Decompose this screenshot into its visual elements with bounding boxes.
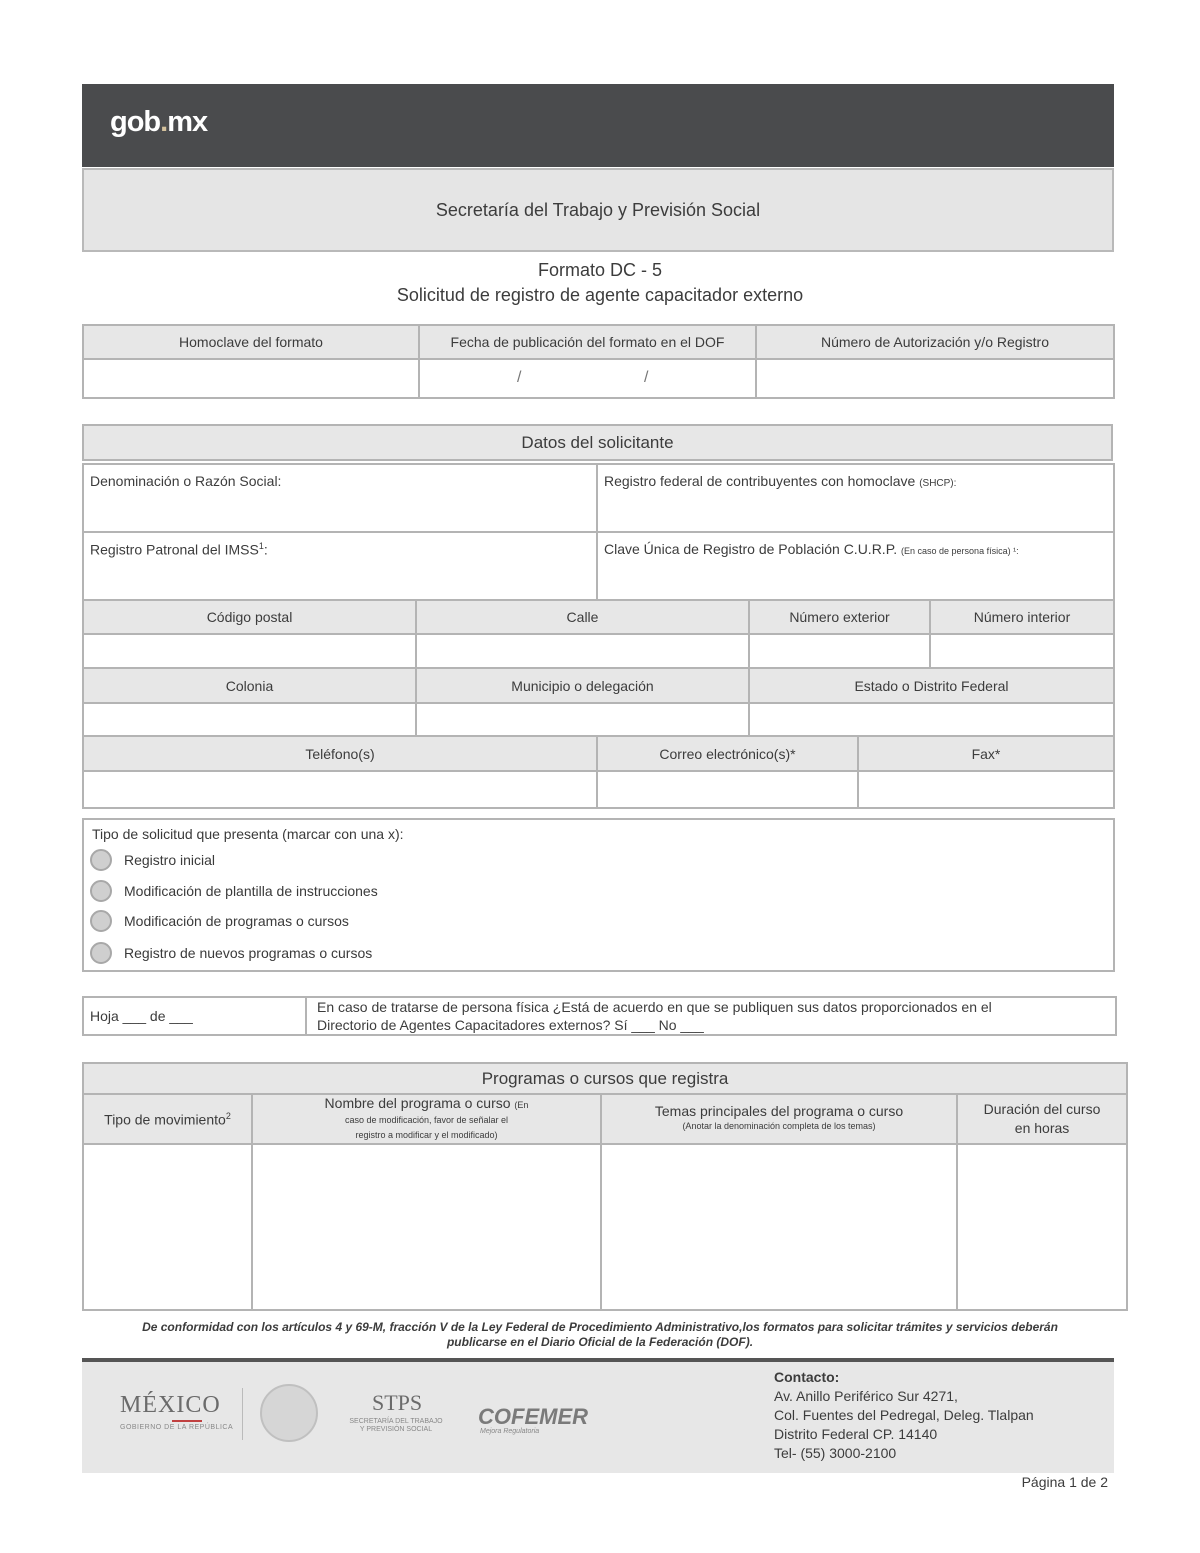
tipo-movimiento-field[interactable] (83, 1144, 252, 1310)
nota-legal-line: De conformidad con los artículos 4 y 69-M, fracción V de la Ley Federal de Procedimiento Administrativo,los formatos para solicitar trámites y servicios deberán (142, 1320, 1058, 1334)
mexico-logo-subtitle: GOBIERNO DE LA REPÚBLICA (120, 1424, 234, 1431)
temas-note: (Anotar la denominación completa de los temas) (682, 1121, 876, 1131)
municipio-field[interactable] (416, 703, 749, 737)
domicilio-table (82, 599, 1115, 670)
tipo-solicitud-box (82, 818, 1115, 972)
rfc-label: Registro federal de contribuyentes con homoclave (604, 473, 916, 489)
contacto-line: Distrito Federal CP. 14140 (774, 1426, 938, 1442)
estado-field[interactable] (749, 703, 1114, 737)
rfc-note: (SHCP): (919, 478, 957, 489)
footer (82, 1358, 1114, 1473)
formato-title: Solicitud de registro de agente capacitador externo (396, 285, 804, 305)
dependencia-box (82, 168, 1114, 252)
tipo-movimiento-footnote: 2 (225, 1110, 231, 1121)
nombre-programa-label: Nombre del programa o curso (324, 1094, 511, 1111)
option-nuevos-programas[interactable] (90, 940, 372, 966)
razon-social-field[interactable] (83, 464, 597, 532)
autorizacion-header: Número de Autorización y/o Registro (756, 325, 1114, 359)
radio-circle[interactable] (90, 880, 112, 902)
consentimiento-text: En caso de tratarse de persona física ¿Está de acuerdo en que se publiquen sus datos proporcionados en el (317, 999, 992, 1015)
rfc-field[interactable] (597, 464, 1114, 532)
option-label: Registro inicial (124, 852, 216, 868)
page-number: Página 1 de 2 (1021, 1474, 1108, 1490)
option-label: Modificación de plantilla de instrucciones (124, 883, 378, 899)
tipo-movimiento-label: Tipo de movimiento (104, 1111, 226, 1128)
radio-circle[interactable] (90, 910, 112, 932)
radio-circle[interactable] (90, 942, 112, 964)
contacto-line: Av. Anillo Periférico Sur 4271, (774, 1388, 958, 1404)
cofemer-logo: COFEMER (478, 1404, 588, 1429)
calle-header: Calle (416, 600, 749, 634)
homoclave-header: Homoclave del formato (83, 325, 419, 359)
solicitante-title: Datos del solicitante (83, 425, 1112, 460)
num-ext-field[interactable] (749, 634, 930, 669)
codigo-postal-header: Código postal (83, 600, 416, 634)
cofemer-logo-subtitle: Mejora Regulatoria (480, 1428, 540, 1435)
homoclave-field[interactable] (83, 359, 419, 398)
meta-table (82, 324, 1115, 399)
stps-logo-subtitle: SECRETARÍA DEL TRABAJO Y PREVISIÓN SOCIAL (349, 1418, 443, 1433)
nombre-programa-note: caso de modificación, favor de señalar el (344, 1114, 509, 1125)
curp-field[interactable] (597, 532, 1114, 600)
imss-colon: : (263, 541, 268, 558)
date-separator: / (644, 369, 649, 386)
date-separator: / (517, 369, 522, 386)
duracion-header (957, 1094, 1127, 1144)
dependencia-name: Secretaría del Trabajo y Previsión Social (435, 199, 761, 220)
header-bar (82, 84, 1114, 167)
programas-table (82, 1062, 1128, 1311)
telefono-field[interactable] (83, 771, 597, 808)
colonia-header: Colonia (83, 668, 416, 703)
mexico-logo-bar (172, 1420, 202, 1422)
duracion-label-2: en horas (1014, 1120, 1070, 1136)
nombre-programa-header (252, 1094, 601, 1144)
temas-header (601, 1094, 957, 1144)
option-modificacion-plantilla[interactable] (90, 878, 378, 904)
radio-circle[interactable] (90, 849, 112, 871)
imss-label: Registro Patronal del IMSS (90, 541, 259, 558)
option-registro-inicial[interactable] (90, 847, 215, 873)
correo-header: Correo electrónico(s)* (597, 736, 858, 771)
nota-legal-line: publicarse en el Diario Oficial de la Federación (DOF). (446, 1335, 754, 1349)
fax-field[interactable] (858, 771, 1114, 808)
temas-field[interactable] (601, 1144, 957, 1310)
hoja-field[interactable]: Hoja ___ de ___ (83, 997, 306, 1035)
fecha-dof-field[interactable] (419, 359, 756, 398)
consentimiento-question: Directorio de Agentes Capacitadores externos? Sí ___ No ___ (317, 1017, 704, 1033)
contacto-title: Contacto: (774, 1369, 840, 1385)
fax-header: Fax* (858, 736, 1114, 771)
fecha-dof-header: Fecha de publicación del formato en el DOF (419, 325, 756, 359)
colonia-field[interactable] (83, 703, 416, 737)
programas-title: Programas o cursos que registra (83, 1063, 1127, 1094)
tipo-movimiento-header (83, 1094, 252, 1144)
duracion-field[interactable] (957, 1144, 1127, 1310)
duracion-label: Duración del curso (983, 1101, 1101, 1117)
estado-header: Estado o Distrito Federal (749, 668, 1114, 703)
logo-divider (242, 1388, 243, 1440)
ubicacion-table (82, 667, 1115, 738)
nombre-programa-note: (En (514, 1099, 529, 1110)
temas-label: Temas principales del programa o curso (654, 1103, 904, 1119)
nombre-programa-field[interactable] (252, 1144, 601, 1310)
tipo-solicitud-title: Tipo de solicitud que presenta (marcar con una x): (92, 826, 404, 842)
nota-legal (100, 1320, 1100, 1350)
imss-footnote: 1 (258, 541, 264, 551)
curp-label: Clave Única de Registro de Población C.U.R.P. (604, 541, 898, 557)
num-int-header: Número interior (930, 600, 1114, 634)
contacto-block (774, 1368, 1034, 1463)
correo-field[interactable] (597, 771, 858, 808)
num-int-field[interactable] (930, 634, 1114, 669)
contacto-line: Tel- (55) 3000-2100 (774, 1445, 897, 1461)
imss-field[interactable] (83, 532, 597, 600)
autorizacion-field[interactable] (756, 359, 1114, 398)
contacto-table (82, 735, 1115, 809)
solicitante-table (82, 463, 1115, 601)
hoja-table (82, 996, 1117, 1036)
nombre-programa-note: registro a modificar y el modificado) (355, 1129, 498, 1140)
municipio-header: Municipio o delegación (416, 668, 749, 703)
option-modificacion-programas[interactable] (90, 908, 349, 934)
telefono-header: Teléfono(s) (83, 736, 597, 771)
escudo-nacional-icon (260, 1384, 318, 1442)
curp-note: (En caso de persona física) ¹: (901, 546, 1019, 556)
gobmx-logo: gob.mx (110, 106, 208, 138)
contacto-line: Col. Fuentes del Pedregal, Deleg. Tlalpan (774, 1407, 1034, 1423)
option-label: Modificación de programas o cursos (124, 913, 349, 929)
solicitante-title-table (82, 424, 1113, 461)
mexico-logo: MÉXICO (120, 1392, 221, 1418)
stps-logo: STPS (372, 1390, 423, 1415)
consentimiento-field[interactable] (306, 997, 1116, 1035)
codigo-postal-field[interactable] (83, 634, 416, 669)
calle-field[interactable] (416, 634, 749, 669)
formato-code: Formato DC - 5 (537, 260, 663, 280)
num-ext-header: Número exterior (749, 600, 930, 634)
option-label: Registro de nuevos programas o cursos (124, 945, 373, 961)
razon-social-label: Denominación o Razón Social: (90, 473, 282, 489)
